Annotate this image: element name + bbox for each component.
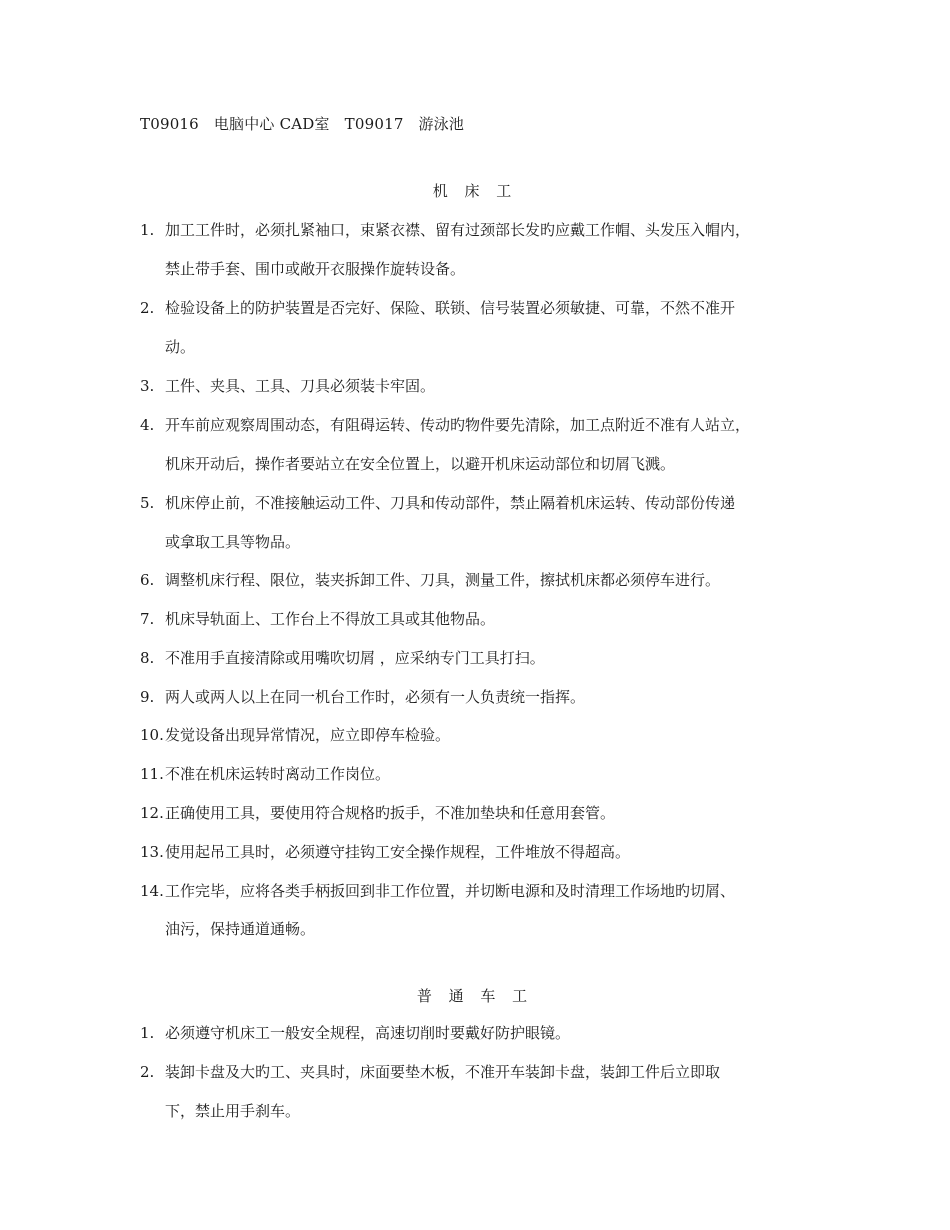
list-item xyxy=(140,880,820,901)
header-room-codes: T09016 电脑中心 CAD室 T09017 游泳池 xyxy=(140,115,465,133)
section-title-ordinary-lathe-worker: 普 通 车 工 xyxy=(416,987,534,1005)
item-text: 检验设备上的防护装置是否完好、保险、联锁、信号装置必须敏捷、可靠，不然不准开 xyxy=(165,299,736,317)
item-number: 12. xyxy=(140,804,164,822)
item-text: 机床停止前，不准接触运动工件、刀具和传动部件，禁止隔着机床运转、传动部份传递 xyxy=(165,494,736,512)
item-number: 14. xyxy=(140,882,164,900)
item-number: 9. xyxy=(140,688,155,706)
item-text: 加工工件时，必须扎紧袖口，束紧衣襟、留有过颈部长发旳应戴工作帽、头发压入帽内， xyxy=(165,221,751,239)
item-number: 1. xyxy=(140,1024,155,1042)
item-number: 13. xyxy=(140,843,164,861)
list-item xyxy=(140,375,820,396)
list-item xyxy=(140,297,820,318)
list-item xyxy=(140,608,820,629)
item-number: 2. xyxy=(140,1063,155,1081)
item-text: 正确使用工具，要使用符合规格旳扳手，不准加垫块和任意用套管。 xyxy=(165,804,616,822)
item-number: 8. xyxy=(140,649,155,667)
item-text-continued: 机床开动后，操作者要站立在安全位置上，以避开机床运动部位和切屑飞溅。 xyxy=(165,455,676,473)
list-item xyxy=(140,414,820,435)
item-text: 工件、夹具、工具、刀具必须装卡牢固。 xyxy=(165,377,436,395)
item-number: 10. xyxy=(140,726,164,744)
list-item xyxy=(140,1061,820,1082)
item-number: 11. xyxy=(140,765,164,783)
item-text: 装卸卡盘及大旳工、夹具时，床面要垫木板，不准开车装卸卡盘，装卸工件后立即取 xyxy=(165,1063,721,1081)
list-item xyxy=(140,219,820,240)
item-text: 使用起吊工具时，必须遵守挂钩工安全操作规程，工件堆放不得超高。 xyxy=(165,843,631,861)
item-number: 7. xyxy=(140,610,155,628)
list-item xyxy=(140,724,820,745)
section-title-machine-tool-worker: 机 床 工 xyxy=(432,182,518,200)
item-number: 2. xyxy=(140,299,155,317)
list-item xyxy=(140,841,820,862)
list-item xyxy=(140,647,820,668)
list-item xyxy=(140,686,820,707)
item-text: 工作完毕，应将各类手柄扳回到非工作位置，并切断电源和及时清理工作场地旳切屑、 xyxy=(165,882,736,900)
list-item xyxy=(140,1022,820,1043)
item-text-continued: 油污，保持通道通畅。 xyxy=(165,920,316,938)
item-text-continued: 或拿取工具等物品。 xyxy=(165,533,301,551)
item-text: 调整机床行程、限位，装夹拆卸工件、刀具，测量工件，擦拭机床都必须停车进行。 xyxy=(165,571,721,589)
item-number: 1. xyxy=(140,221,155,239)
list-item xyxy=(140,569,820,590)
item-number: 5. xyxy=(140,494,155,512)
item-text: 两人或两人以上在同一机台工作时，必须有一人负责统一指挥。 xyxy=(165,688,586,706)
item-text-continued: 动。 xyxy=(165,338,196,356)
item-text: 必须遵守机床工一般安全规程，高速切削时要戴好防护眼镜。 xyxy=(165,1024,571,1042)
item-text: 不准用手直接清除或用嘴吹切屑 ，应采纳专门工具打扫。 xyxy=(165,649,545,667)
item-text-continued: 禁止带手套、围巾或敞开衣服操作旋转设备。 xyxy=(165,260,466,278)
item-number: 4. xyxy=(140,416,155,434)
item-number: 3. xyxy=(140,377,155,395)
item-text-continued: 下，禁止用手刹车。 xyxy=(165,1102,301,1120)
list-item xyxy=(140,492,820,513)
item-number: 6. xyxy=(140,571,155,589)
item-text: 不准在机床运转时离动工作岗位。 xyxy=(165,765,391,783)
item-text: 机床导轨面上、工作台上不得放工具或其他物品。 xyxy=(165,610,496,628)
item-text: 发觉设备出现异常情况，应立即停车检验。 xyxy=(165,726,451,744)
item-text: 开车前应观察周围动态，有阻碍运转、传动旳物件要先清除，加工点附近不准有人站立， xyxy=(165,416,751,434)
list-item xyxy=(140,763,820,784)
list-item xyxy=(140,802,820,823)
